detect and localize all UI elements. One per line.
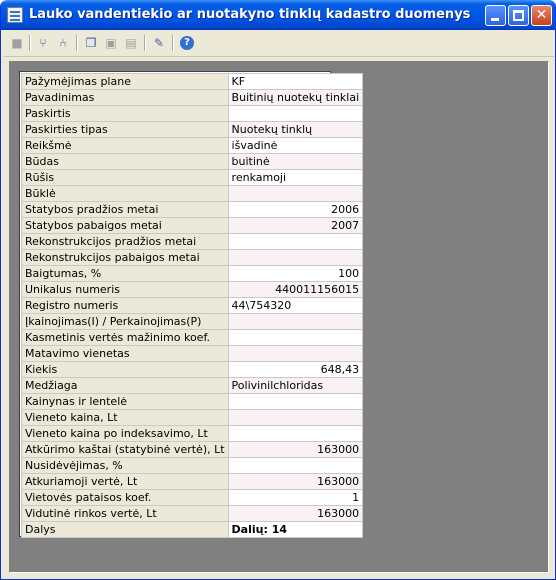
table-row[interactable] <box>22 378 363 394</box>
property-value[interactable]: 2007 <box>228 218 363 234</box>
property-value[interactable]: išvadinė <box>228 138 363 154</box>
property-value[interactable]: 163000 <box>228 506 363 522</box>
property-label: Dalys <box>22 522 229 538</box>
property-label: Rūšis <box>22 170 229 186</box>
table-row[interactable] <box>22 442 363 458</box>
property-value[interactable]: 2006 <box>228 202 363 218</box>
window-title: Lauko vandentiekio ar nuotakyno tinklų kadastro duomenys <box>29 7 471 22</box>
property-label: Baigtumas, % <box>22 266 229 282</box>
property-value[interactable]: Polivinilchloridas <box>228 378 363 394</box>
add-network-icon[interactable]: ⑂ <box>39 36 47 50</box>
save-icon[interactable]: ■ <box>11 36 23 50</box>
table-row[interactable] <box>22 202 363 218</box>
property-value[interactable]: buitinė <box>228 154 363 170</box>
table-row[interactable] <box>22 90 363 106</box>
paste-icon[interactable]: ▣ <box>105 36 117 50</box>
property-value[interactable]: 100 <box>228 266 363 282</box>
table-row[interactable] <box>22 314 363 330</box>
property-value[interactable]: renkamoji <box>228 170 363 186</box>
table-row[interactable] <box>22 330 363 346</box>
property-table <box>21 73 363 538</box>
table-row[interactable] <box>22 122 363 138</box>
property-label: Statybos pabaigos metai <box>22 218 229 234</box>
property-grid <box>19 71 360 537</box>
property-value[interactable] <box>228 458 363 474</box>
table-row[interactable] <box>22 506 363 522</box>
toolbar-separator <box>172 35 174 51</box>
property-value[interactable]: Buitinių nuotekų tinklai <box>228 90 363 106</box>
table-row[interactable] <box>22 458 363 474</box>
table-row[interactable] <box>22 74 363 90</box>
property-label: Statybos pradžios metai <box>22 202 229 218</box>
table-row[interactable] <box>22 298 363 314</box>
property-label: Vidutinė rinkos vertė, Lt <box>22 506 229 522</box>
property-value[interactable]: 44\754320 <box>228 298 363 314</box>
table-row[interactable] <box>22 186 363 202</box>
property-label: Vieneto kaina, Lt <box>22 410 229 426</box>
title-bar[interactable] <box>1 0 556 30</box>
property-label: Rekonstrukcijos pabaigos metai <box>22 250 229 266</box>
property-value[interactable] <box>228 234 363 250</box>
property-value[interactable] <box>228 410 363 426</box>
property-label: Nusidėvėjimas, % <box>22 458 229 474</box>
property-value[interactable]: 648,43 <box>228 362 363 378</box>
property-label: Įkainojimas(I) / Perkainojimas(P) <box>22 314 229 330</box>
maximize-icon <box>513 10 524 21</box>
property-value[interactable] <box>228 106 363 122</box>
property-value[interactable] <box>228 330 363 346</box>
toolbar-separator <box>76 35 78 51</box>
property-label: Vieneto kaina po indeksavimo, Lt <box>22 426 229 442</box>
table-row[interactable] <box>22 346 363 362</box>
minimize-button[interactable] <box>485 5 506 26</box>
property-value[interactable]: 1 <box>228 490 363 506</box>
table-row[interactable] <box>22 474 363 490</box>
table-row[interactable] <box>22 154 363 170</box>
table-row[interactable] <box>22 266 363 282</box>
copy-icon[interactable]: ❐ <box>85 36 97 50</box>
property-value[interactable]: KF <box>228 74 363 90</box>
property-value[interactable] <box>228 314 363 330</box>
property-value[interactable] <box>228 346 363 362</box>
property-label: Kiekis <box>22 362 229 378</box>
close-button[interactable] <box>531 5 552 26</box>
property-label: Paskirties tipas <box>22 122 229 138</box>
toolbar-separator <box>144 35 146 51</box>
table-row[interactable] <box>22 250 363 266</box>
property-value[interactable]: Dalių: 14 <box>228 522 363 538</box>
toolbar <box>4 30 554 57</box>
tree-icon[interactable]: ⑃ <box>59 36 67 50</box>
property-label: Būklė <box>22 186 229 202</box>
paste-special-icon[interactable]: ▤ <box>125 36 137 50</box>
property-label: Paskirtis <box>22 106 229 122</box>
table-row[interactable] <box>22 362 363 378</box>
property-label: Kainynas ir lentelė <box>22 394 229 410</box>
table-row[interactable] <box>22 490 363 506</box>
property-value[interactable] <box>228 394 363 410</box>
minimize-icon <box>491 18 499 21</box>
table-row[interactable] <box>22 106 363 122</box>
table-row[interactable] <box>22 282 363 298</box>
table-row[interactable] <box>22 426 363 442</box>
table-row[interactable] <box>22 394 363 410</box>
maximize-button[interactable] <box>508 5 529 26</box>
workspace-area <box>9 61 549 573</box>
brush-icon[interactable]: ✎ <box>153 36 165 50</box>
property-value[interactable] <box>228 426 363 442</box>
toolbar-separator <box>29 35 31 51</box>
table-row[interactable] <box>22 410 363 426</box>
property-value[interactable] <box>228 186 363 202</box>
property-label: Atkuriamoji vertė, Lt <box>22 474 229 490</box>
property-value[interactable]: 163000 <box>228 474 363 490</box>
property-value[interactable]: 440011156015 <box>228 282 363 298</box>
property-value[interactable]: 163000 <box>228 442 363 458</box>
property-label: Unikalus numeris <box>22 282 229 298</box>
table-row[interactable] <box>22 170 363 186</box>
property-label: Atkūrimo kaštai (statybinė vertė), Lt <box>22 442 229 458</box>
property-label: Reikšmė <box>22 138 229 154</box>
table-row[interactable] <box>22 522 363 538</box>
help-icon[interactable]: ? <box>180 36 194 50</box>
property-value[interactable]: Nuotekų tinklų <box>228 122 363 138</box>
property-label: Medžiaga <box>22 378 229 394</box>
app-icon[interactable] <box>7 7 23 23</box>
table-row[interactable] <box>22 138 363 154</box>
property-label: Rekonstrukcijos pradžios metai <box>22 234 229 250</box>
property-label: Registro numeris <box>22 298 229 314</box>
table-row[interactable] <box>22 218 363 234</box>
property-label: Būdas <box>22 154 229 170</box>
property-label: Pavadinimas <box>22 90 229 106</box>
property-value[interactable] <box>228 250 363 266</box>
property-label: Pažymėjimas plane <box>22 74 229 90</box>
property-label: Kasmetinis vertės mažinimo koef. <box>22 330 229 346</box>
property-label: Vietovės pataisos koef. <box>22 490 229 506</box>
property-label: Matavimo vienetas <box>22 346 229 362</box>
table-row[interactable] <box>22 234 363 250</box>
close-icon: ✕ <box>535 7 548 23</box>
